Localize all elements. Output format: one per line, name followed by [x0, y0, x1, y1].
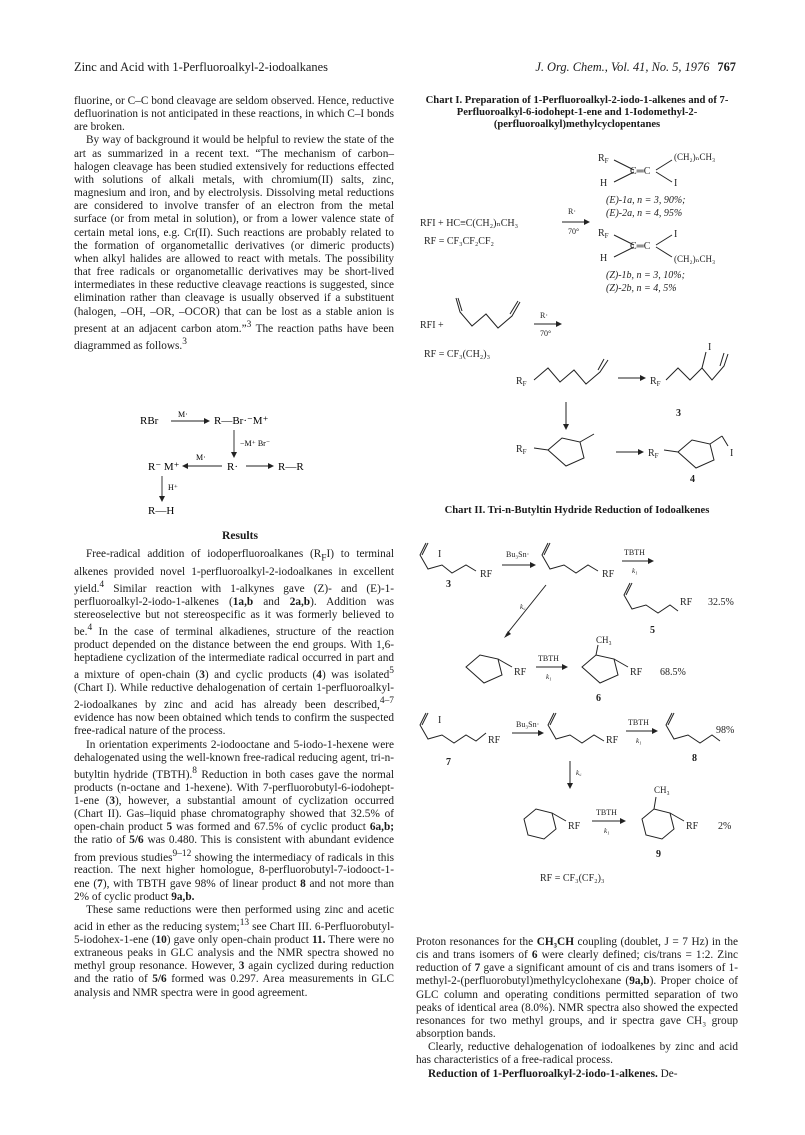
compound-ref: 6a,b; — [369, 821, 394, 834]
compound-3-structure — [666, 354, 728, 380]
paragraph-3 — [74, 548, 394, 738]
e1a-label: (E)-1a, n = 3, 90%; — [606, 195, 686, 206]
yield-8: 98% — [716, 725, 735, 736]
left-column — [74, 95, 394, 353]
paragraph-r2: Clearly, reductive dehalogenation of iodoalkenes by zinc and acid has characteristics of a free-radical process. — [416, 1041, 738, 1067]
bond — [656, 247, 672, 257]
cond-2: 70° — [540, 329, 552, 338]
radical-1-skeleton — [542, 543, 598, 573]
chart2-title: Chart II. Tri-n-Butyltin Hydride Reduction of Iodoalkenes — [444, 505, 710, 516]
bond — [710, 436, 722, 444]
arrowhead — [204, 418, 210, 424]
journal-citation — [535, 60, 736, 75]
compound-7-label: 7 — [446, 757, 451, 768]
mech-r-r: R—R — [278, 461, 304, 473]
rf-label: RF — [630, 667, 643, 678]
text-run: was formed and 67.5% of cyclic product — [172, 821, 370, 834]
yield-5: 32.5% — [708, 597, 734, 608]
cyclohexyl-radical-ring — [524, 809, 556, 839]
arrowhead — [556, 321, 562, 327]
bond — [580, 434, 594, 442]
bond — [598, 359, 604, 370]
bond — [664, 450, 678, 452]
compound-6-label: 6 — [596, 693, 601, 704]
iodo-label: I — [708, 342, 712, 353]
para2-tail: The reaction paths have been diagrammed as follows. — [74, 322, 394, 352]
reagent-line-1: RFI + HC≡C(CH₂)ₙCH₃ — [420, 218, 519, 229]
paragraph-1: fluorine, or C–C bond cleavage are seldom observed. Hence, reductive defluorination is not anticipated in these reactions, in which C–I bonds are broken. — [74, 95, 394, 134]
kc-label-1: k꜀ — [520, 603, 526, 611]
mech-m-dot-1: M· — [178, 410, 188, 419]
compound-ref: 10 — [155, 933, 167, 946]
arrowhead — [159, 496, 165, 502]
ref: 4 — [87, 622, 93, 633]
rf-def-1: RF = CF₃CF₂CF₂ — [424, 236, 495, 247]
alkyl-label: (CH₂)ₙCH₃ — [674, 254, 716, 264]
rf-label: RF — [602, 569, 615, 580]
radical-2-skeleton — [548, 713, 604, 743]
h-label: H — [600, 178, 608, 189]
mech-rbr: RBr — [140, 415, 159, 427]
text-run: ). Addition was stereoselective but not stereospecific as it was formerly believed to be. — [74, 595, 394, 638]
ref: 8 — [192, 765, 197, 776]
z-alkene-structure — [598, 228, 715, 264]
rf-label-3: $R_F$ — [650, 376, 661, 388]
ref: 5 — [389, 666, 394, 677]
chart1-title: Chart I. Preparation of 1-Perfluoroalkyl-2-iodo-1-alkenes and of 7-Perfluoroalkyl-6-iodohept-1-ene and 1-Iodomethyl-2-(perfluoroalkyl)methylcyclopentanes — [425, 95, 729, 131]
text-run: evidence has now been obtained which tends to confirm the suspected free-radical nature of the process. — [74, 712, 394, 738]
rf-sub: F — [604, 157, 609, 165]
journal-name: J. Org. Chem., Vol. 41, No. 5, 1976 — [535, 60, 710, 74]
chart2-scheme — [416, 525, 738, 935]
k1-label-3: k₁ — [636, 737, 642, 745]
tbth-label-1: TBTH — [624, 548, 645, 557]
text-run: ), with TBTH gave 98% of linear product — [102, 877, 301, 890]
text-run: and not more than 2% of cyclic product — [74, 877, 394, 903]
arrowhead — [620, 818, 626, 824]
mech-r-br-m: R—Br·⁻M⁺ — [214, 415, 269, 427]
arrowhead — [231, 452, 237, 458]
rf-sub: F — [604, 232, 609, 240]
h-label: H — [600, 253, 608, 264]
text-run: Free-radical addition of iodoperfluoroalkanes (R — [86, 548, 322, 561]
arrowhead — [562, 664, 568, 670]
paragraph-5 — [74, 904, 394, 1000]
cyclopentyl-radical-ring — [466, 655, 502, 683]
text-run: Similar reaction with 1-alkynes gave (Z)- and (E)-1-perfluoroalkyl-2-iodo-1-alkenes ( — [74, 582, 394, 608]
compound-ref: 6 — [531, 949, 538, 962]
compound-ref: 3 — [238, 960, 245, 973]
ref: 4–7 — [379, 696, 394, 707]
rf-label: RF — [488, 735, 501, 746]
bold-run: CH₃CH — [536, 936, 574, 948]
compound-7-skeleton — [420, 713, 486, 743]
kc-label-2: k꜀ — [576, 769, 582, 777]
arrowhead — [504, 631, 511, 638]
text-run: ), however, a substantial amount of cyclization occurred (Chart II). Gas–liquid phase chromatography showed that 32.5% of open-chain product — [74, 794, 394, 834]
bond — [458, 298, 462, 311]
bond — [534, 448, 548, 450]
open-chain-radical — [534, 360, 608, 384]
ref: 13 — [239, 918, 250, 929]
text-run: were clearly defined; cis/trans = 1:2. Zinc reduction of — [416, 949, 738, 975]
compound-ref: 8 — [300, 877, 306, 890]
left-column-lower — [74, 529, 394, 1000]
mechanism-scheme — [74, 400, 394, 520]
iodo-label: I — [730, 448, 734, 459]
compound-ref: 9a,b. — [171, 890, 195, 903]
text-run: was 0.480. This is consistent with abundant evidence from previous studies — [74, 834, 394, 864]
compound-ref: 2a,b — [289, 595, 311, 608]
ref: 9–12 — [172, 848, 192, 859]
arrowhead — [652, 728, 658, 734]
yield-6: 68.5% — [660, 667, 686, 678]
text-run: ). Proper choice of GLC column and operating conditions permitted separation of two peaks of identical area (8.0%). NMR spectra also showed the expected resonances for two methyl groups, and ir spectra gave CH₃ group absorption bands. — [416, 975, 738, 1041]
r-dot-2: R· — [540, 311, 548, 320]
rf-label: RF — [480, 569, 493, 580]
text-run: again cyclized during reduction and the ratio of — [74, 960, 394, 986]
tbth-label-3: TBTH — [628, 718, 649, 727]
text-run: (Chart I). While reductive dehalogenation of certain 1-perfluoroalkyl-2-iodoalkanes by zinc and acid has already been described, — [74, 682, 394, 712]
arrowhead — [563, 424, 569, 430]
ch3-label: CH₃ — [596, 635, 612, 645]
rf-label: RF — [568, 821, 581, 832]
iodo-label: I — [438, 549, 442, 560]
paragraph-r3 — [416, 1068, 738, 1081]
paragraph-2 — [74, 134, 394, 352]
bond — [702, 352, 706, 368]
ref: 4 — [99, 579, 105, 590]
text-run: and — [253, 595, 290, 608]
text-run: the ratio of — [74, 834, 130, 847]
mech-r-dot: R· — [227, 461, 238, 473]
chart1-scheme — [416, 140, 738, 485]
z2b-label: (Z)-2b, n = 4, 5% — [606, 283, 677, 294]
compound-3-label: 3 — [446, 579, 451, 590]
right-column — [416, 936, 738, 1081]
mech-m-dot-2: M· — [196, 453, 206, 462]
compound-3-label: 3 — [676, 408, 681, 419]
e-alkene-structure — [598, 152, 715, 189]
bu3sn-label-2: Bu₃Sn· — [516, 720, 540, 729]
compound-9-label: 9 — [656, 849, 661, 860]
running-title: Zinc and Acid with 1-Perfluoroalkyl-2-iodoalkanes — [74, 60, 328, 74]
rf-label: RF — [606, 735, 619, 746]
compound-ref: 5/6 — [152, 973, 167, 986]
cyclopentyl-radical-ring — [548, 438, 584, 466]
ch3-label: CH₃ — [654, 785, 670, 795]
mech-r-h: R—H — [148, 505, 175, 517]
compound-3-skeleton — [420, 543, 476, 573]
text-run: There were no extraneous peaks in GLC analysis and the NMR spectra showed no methyl group resonance. However, — [74, 933, 394, 973]
arrowhead — [268, 463, 274, 469]
iodo-label: I — [438, 715, 442, 726]
bond — [654, 797, 656, 809]
product-6-ring — [582, 655, 618, 683]
k1-label-2: k₁ — [546, 673, 552, 681]
compound-ref: 5/6 — [129, 834, 144, 847]
rf-label-cyc: $R_F$ — [516, 444, 527, 456]
text-run: These same reductions were then performed using zinc and acetic acid in ether as the reducing system; — [74, 903, 394, 933]
text-run: ) and cyclic products ( — [204, 668, 317, 681]
reagent-line-2: RFI + — [420, 320, 444, 331]
results-heading: Results — [221, 529, 259, 542]
ref: 3 — [182, 336, 187, 347]
arrowhead — [584, 219, 590, 225]
text-run: showing the intermediacy of radicals in this reaction. The next higher homologue, 8-perfluorobutyl-7-iodooct-1-ene ( — [74, 851, 394, 890]
product-9-ring — [642, 809, 674, 839]
paragraph-r1 — [416, 936, 738, 1041]
text-run: ) was isolated — [321, 668, 390, 681]
text-run: In orientation experiments 2-iodooctane and 5-iodo-1-hexene were dehalogenated using the well-known free-radical reducing agent, tri-n-butyltin hydride (TBTH). — [74, 738, 394, 781]
rf-label-open: $R_F$ — [516, 376, 527, 388]
compound-ref: 7 — [474, 962, 481, 975]
cond-1: 70° — [568, 227, 580, 236]
arrowhead — [530, 562, 536, 568]
arrowhead — [640, 375, 646, 381]
double-bond-c-c: C═C — [630, 241, 651, 252]
bond — [656, 160, 672, 170]
bu3sn-label-1: Bu₃Sn· — [506, 550, 530, 559]
iodo-label: I — [674, 229, 678, 240]
para2-text: By way of background it would be helpful to review the state of the art as summarized in a recent text. “The mechanism of carbon–halogen cleavage has been studied extensively for reductions effected with solutions of alkali metals, with chromium(II) salts, zinc, magnesium and iron, and by electrolysis. Dissolving metal reductions are considered to involve transfer of an electron from the metal surface (or from metal in solution), or from a lower valence state of certain metal ions, e.g. Cr(II). Such reactions are probably related to the formation of organometallic derivatives (or dimeric products) when alkyl halides are allowed to react with metals. The possibility that free radicals or organometallic derivatives may be short-lived intermediates in these reductive cleavage reactions is suggested, since elimination rather than cleavage is usually observed if a substituent (halogen, –OH, –OR, –OCOR) that can be lost as a stable anion is present at an adjacent carbon atom.” — [74, 134, 394, 335]
bond — [656, 172, 672, 182]
arrow — [506, 585, 546, 635]
text-run: In the case of terminal alkadienes, structure of the reaction product depended on the distance between the end groups. With 1,6-heptadiene cyclization of the intermediate radical occurred in part and a mixture of open-chain ( — [74, 625, 394, 681]
bond — [596, 645, 598, 655]
tbth-label-2: TBTH — [538, 654, 559, 663]
bond — [656, 235, 672, 245]
section-run-in-heading: Reduction of 1-Perfluoroalkyl-2-iodo-1-alkenes. — [428, 1067, 658, 1080]
compound-8-label: 8 — [692, 753, 697, 764]
mech-h-plus: H⁺ — [168, 483, 178, 492]
compound-ref: 3 — [199, 668, 205, 681]
rf-label-4: $R_F$ — [648, 448, 659, 460]
ref: 3 — [246, 319, 252, 330]
compound-ref: 4 — [316, 668, 322, 681]
text-run: I) to terminal alkenes provided novel 1-perfluoroalkyl-2-iodoalkanes in excellent yield. — [74, 548, 394, 595]
e2a-label: (E)-2a, n = 4, 95% — [606, 208, 683, 219]
compound-ref: 1a,b — [232, 595, 254, 608]
rf-label: RF — [680, 597, 693, 608]
k1-label-4: k₁ — [604, 827, 610, 835]
compound-ref: 11. — [311, 933, 326, 946]
arrowhead — [538, 730, 544, 736]
arrowhead — [567, 783, 573, 789]
text-run: Proton resonances for the — [416, 936, 537, 948]
arrowhead — [648, 558, 654, 564]
compound-5-label: 5 — [650, 625, 655, 636]
text-run: gave a significant amount of cis and trans isomers of 1-methyl-2-(perfluorobutyl)methylcyclohexane ( — [416, 962, 738, 988]
z1b-label: (Z)-1b, n = 3, 10%; — [606, 270, 685, 281]
rf-def-2: RF = CF₃(CH₂)₃ — [424, 349, 491, 360]
yield-9: 2% — [718, 821, 732, 832]
text-run: Reduction in both cases gave the normal products (n-octane and 1-hexene). With 7-perfluorobutyl-6-iodohept-1-ene ( — [74, 768, 394, 807]
paragraph-4 — [74, 739, 394, 904]
bond — [722, 436, 728, 446]
product-5-skeleton — [624, 583, 678, 613]
compound-4-ring — [678, 440, 714, 468]
double-bond-c-c: C═C — [630, 166, 651, 177]
text-run: see Chart III. 6-Perfluorobutyl-5-iodohex-1-ene ( — [74, 920, 394, 946]
compound-ref: 9a,b — [629, 975, 650, 988]
rf-label: $R_F$ — [598, 228, 609, 240]
compound-ref: 7 — [97, 877, 103, 890]
arrowhead — [182, 463, 188, 469]
rf-sub: F — [654, 452, 659, 460]
product-8-skeleton — [666, 713, 720, 743]
rf-sub: F — [656, 380, 661, 388]
rf-label: RF — [514, 667, 527, 678]
mech-r-minus-m: R⁻ M⁺ — [148, 461, 180, 473]
page-number: 767 — [717, 60, 736, 74]
r-dot-1: R· — [568, 207, 576, 216]
tbth-label-4: TBTH — [596, 808, 617, 817]
bond — [720, 353, 724, 366]
compound-ref: 3 — [109, 794, 115, 807]
text-run: formed was 0.297. Area measurements in GLC analysis and NMR spectra were in good agreement. — [74, 973, 394, 999]
text-run: coupling (doublet, J = 7 Hz) in the cis and trans isomers of — [416, 936, 738, 962]
iodo-label: I — [674, 178, 678, 189]
rf-label: RF — [686, 821, 699, 832]
arrowhead — [638, 449, 644, 455]
alkyl-label: (CH₂)ₙCH₃ — [674, 152, 716, 162]
rf-label: $R_F$ — [598, 153, 609, 165]
k1-label-1: k₁ — [632, 567, 638, 575]
rf-sub: F — [522, 380, 527, 388]
text-sub: F — [321, 553, 327, 564]
rf-definition: RF = CF₃(CF₂)₃ — [540, 873, 605, 884]
compound-4-label: 4 — [690, 474, 695, 485]
text-run: De- — [657, 1067, 678, 1080]
rf-sub: F — [522, 448, 527, 456]
compound-ref: 5 — [166, 821, 173, 834]
mech-minus-mbr: −M⁺ Br⁻ — [240, 439, 271, 448]
text-run: ) gave only open-chain product — [166, 933, 312, 946]
